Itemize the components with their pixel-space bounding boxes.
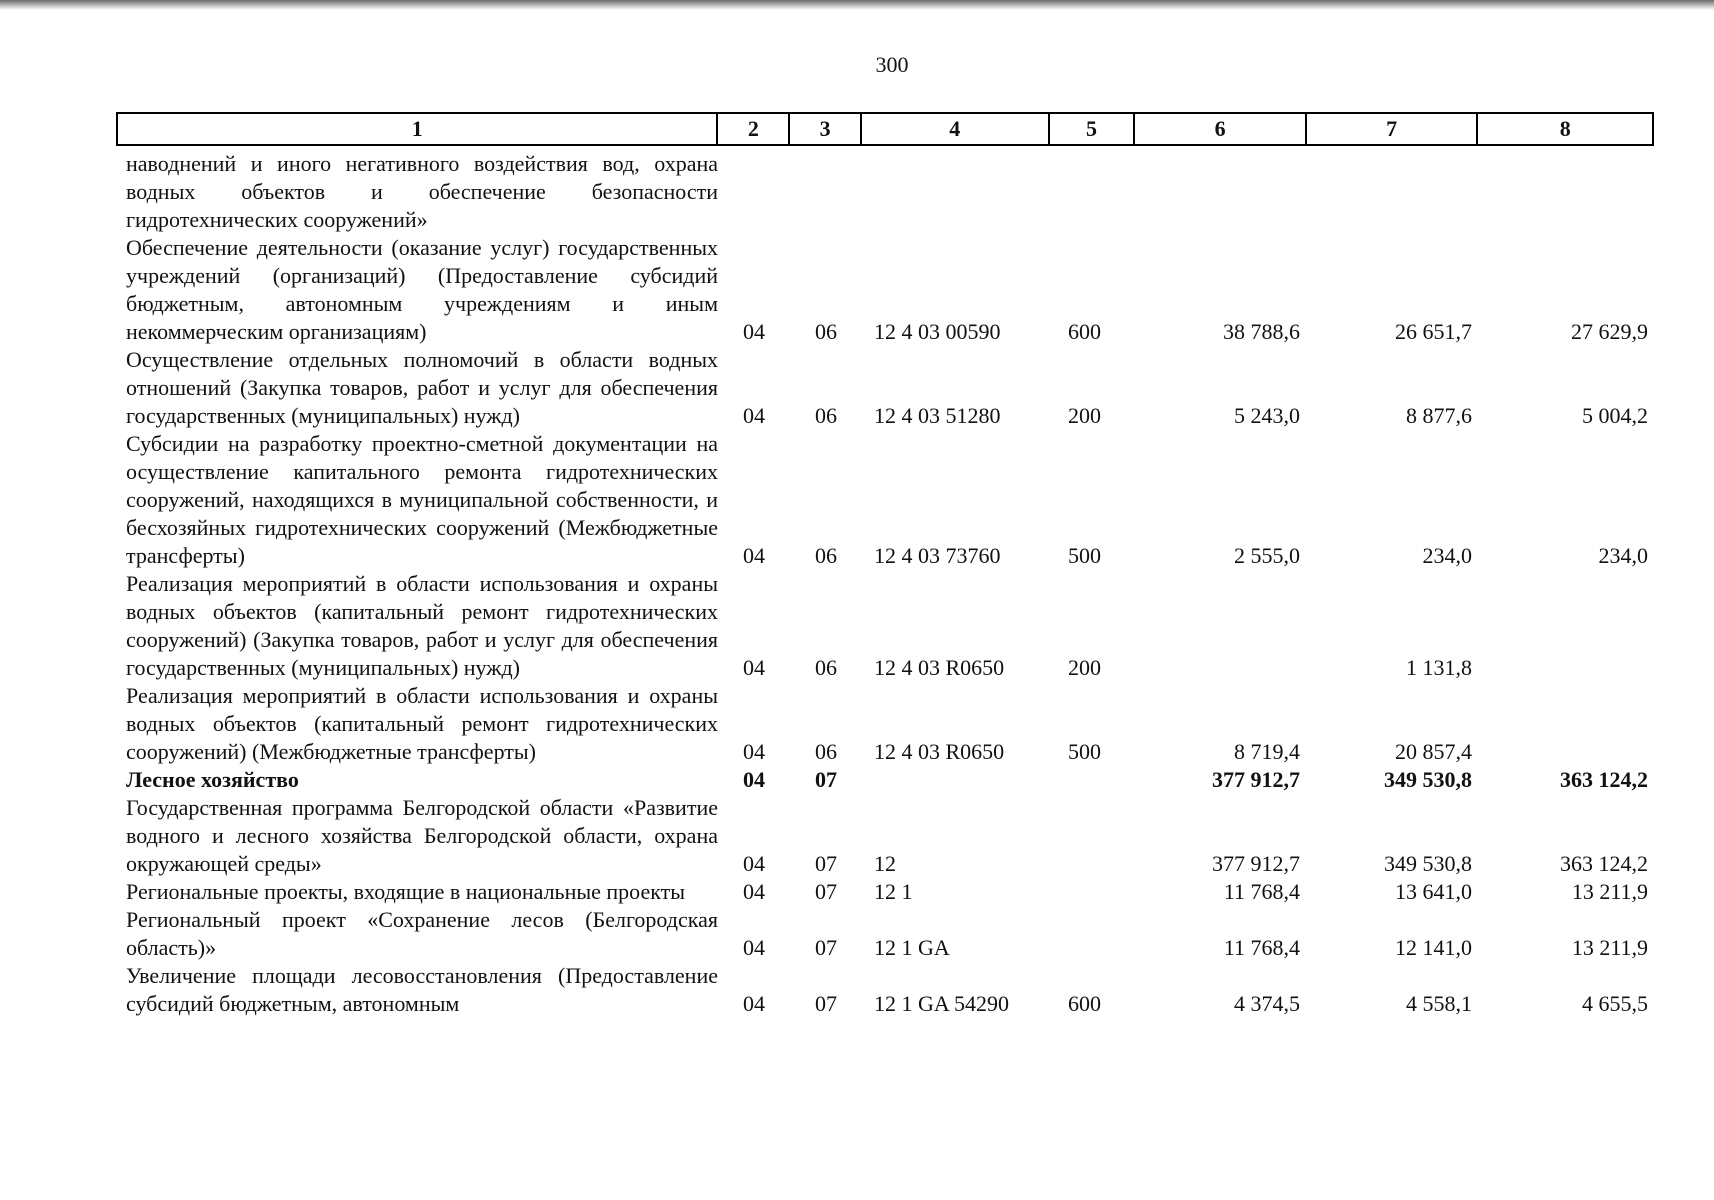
cell-subsection: 06: [815, 403, 837, 428]
table-row: [116, 906, 1654, 962]
cell-section: 04: [743, 403, 765, 428]
table-row: [116, 878, 1654, 906]
cell-section: 04: [743, 543, 765, 568]
cell-expense-type: 500: [1068, 739, 1101, 764]
cell-amount-7: 20 857,4: [1395, 739, 1472, 764]
cell-expense-type: 500: [1068, 543, 1101, 568]
cell-amount-8: 13 211,9: [1571, 879, 1648, 904]
table-row: [116, 346, 1654, 430]
cell-subsection: 06: [815, 655, 837, 680]
cell-section: 04: [743, 767, 765, 792]
row-name: Государственная программа Белгородской области «Развитие водного и лесного хозяйства Белгородской области, охрана окружающей среды»: [126, 795, 718, 876]
cell-target-code: 12 4 03 R0650: [874, 739, 1005, 764]
cell-amount-7: 234,0: [1422, 543, 1472, 568]
cell-subsection: 06: [815, 543, 837, 568]
row-name: Региональный проект «Сохранение лесов (Белгородская область)»: [126, 907, 718, 960]
header-col-1: 1: [118, 114, 718, 144]
cell-amount-6: 8 719,4: [1234, 739, 1300, 764]
cell-target-code: 12 1: [874, 879, 913, 904]
row-name: Обеспечение деятельности (оказание услуг) государственных учреждений (организаций) (Предоставление субсидий бюджетным, автономным учреждениям и иным некоммерческим организациям): [126, 235, 718, 344]
cell-target-code: 12 1 GA: [874, 935, 950, 960]
cell-subsection: 07: [815, 991, 837, 1016]
cell-subsection: 06: [815, 739, 837, 764]
header-col-3: 3: [790, 114, 862, 144]
cell-section: 04: [743, 655, 765, 680]
table-row: [116, 570, 1654, 682]
table-header: [116, 112, 1654, 146]
header-col-7: 7: [1307, 114, 1479, 144]
table-row: [116, 794, 1654, 878]
cell-amount-6: 5 243,0: [1234, 403, 1300, 428]
cell-subsection: 07: [815, 879, 837, 904]
row-name: Осуществление отдельных полномочий в области водных отношений (Закупка товаров, работ и услуг для обеспечения государственных (муниципальных) нужд): [126, 347, 718, 428]
cell-amount-7: 349 530,8: [1384, 851, 1472, 876]
cell-expense-type: 200: [1068, 403, 1101, 428]
cell-section: 04: [743, 319, 765, 344]
cell-subsection: 06: [815, 319, 837, 344]
row-name: Реализация мероприятий в области использования и охраны водных объектов (капитальный ремонт гидротехнических сооружений) (Межбюджетные трансферты): [126, 683, 718, 764]
cell-amount-6: 4 374,5: [1234, 991, 1300, 1016]
cell-amount-7: 8 877,6: [1406, 403, 1472, 428]
cell-amount-6: 377 912,7: [1212, 851, 1300, 876]
cell-amount-7: 349 530,8: [1384, 767, 1472, 792]
cell-section: 04: [743, 739, 765, 764]
cell-amount-8: 27 629,9: [1571, 319, 1648, 344]
cell-amount-7: 26 651,7: [1395, 319, 1472, 344]
cell-amount-6: 11 768,4: [1223, 935, 1300, 960]
cell-amount-8: 13 211,9: [1571, 935, 1648, 960]
cell-subsection: 07: [815, 935, 837, 960]
cell-target-code: 12 4 03 00590: [874, 319, 1001, 344]
table-body: [116, 150, 1654, 1018]
cell-amount-8: 5 004,2: [1582, 403, 1648, 428]
table-row-section-heading: [116, 766, 1654, 794]
header-col-2: 2: [718, 114, 790, 144]
header-col-6: 6: [1135, 114, 1307, 144]
table-row: [116, 430, 1654, 570]
row-name: Региональные проекты, входящие в национальные проекты: [126, 879, 686, 904]
table-row: [116, 150, 1654, 234]
cell-amount-8: 4 655,5: [1582, 991, 1648, 1016]
row-name: Увеличение площади лесовосстановления (Предоставление субсидий бюджетным, автономным: [126, 963, 718, 1016]
cell-amount-8: 363 124,2: [1560, 767, 1648, 792]
cell-subsection: 07: [815, 767, 837, 792]
cell-amount-6: 2 555,0: [1234, 543, 1300, 568]
cell-subsection: 07: [815, 851, 837, 876]
cell-amount-6: 377 912,7: [1212, 767, 1300, 792]
table-row: [116, 682, 1654, 766]
row-name: наводнений и иного негативного воздействия вод, охрана водных объектов и обеспечение безопасности гидротехнических сооружений»: [126, 151, 718, 232]
cell-target-code: 12 1 GA 54290: [874, 991, 1010, 1016]
cell-target-code: 12 4 03 R0650: [874, 655, 1005, 680]
cell-amount-7: 13 641,0: [1395, 879, 1472, 904]
row-name: Лесное хозяйство: [126, 767, 299, 792]
cell-target-code: 12: [874, 851, 896, 876]
cell-amount-8: 234,0: [1598, 543, 1648, 568]
row-name: Реализация мероприятий в области использования и охраны водных объектов (капитальный ремонт гидротехнических сооружений) (Закупка товаров, работ и услуг для обеспечения государственных (муниципальных) нужд): [126, 571, 718, 680]
cell-amount-8: 363 124,2: [1560, 851, 1648, 876]
page-number: 300: [875, 52, 909, 77]
cell-amount-7: 1 131,8: [1406, 655, 1472, 680]
header-col-5: 5: [1050, 114, 1136, 144]
scan-edge: [0, 0, 1714, 10]
header-col-8: 8: [1559, 116, 1571, 141]
cell-expense-type: 200: [1068, 655, 1101, 680]
cell-target-code: 12 4 03 51280: [874, 403, 1001, 428]
table-row: [116, 234, 1654, 346]
header-col-4: 4: [862, 114, 1050, 144]
row-name: Субсидии на разработку проектно-сметной документации на осуществление капитального ремонта гидротехнических сооружений, находящихся в муниципальной собственности, и бесхозяйных гидротехнических сооружений (Межбюджетные трансферты): [126, 431, 718, 568]
cell-expense-type: 600: [1068, 991, 1101, 1016]
cell-amount-6: 11 768,4: [1223, 879, 1300, 904]
cell-amount-7: 12 141,0: [1395, 935, 1472, 960]
table-row: [116, 962, 1654, 1018]
cell-section: 04: [743, 851, 765, 876]
cell-section: 04: [743, 935, 765, 960]
cell-section: 04: [743, 991, 765, 1016]
cell-section: 04: [743, 879, 765, 904]
cell-amount-6: 38 788,6: [1223, 319, 1300, 344]
cell-amount-7: 4 558,1: [1406, 991, 1472, 1016]
cell-expense-type: 600: [1068, 319, 1101, 344]
cell-target-code: 12 4 03 73760: [874, 543, 1001, 568]
